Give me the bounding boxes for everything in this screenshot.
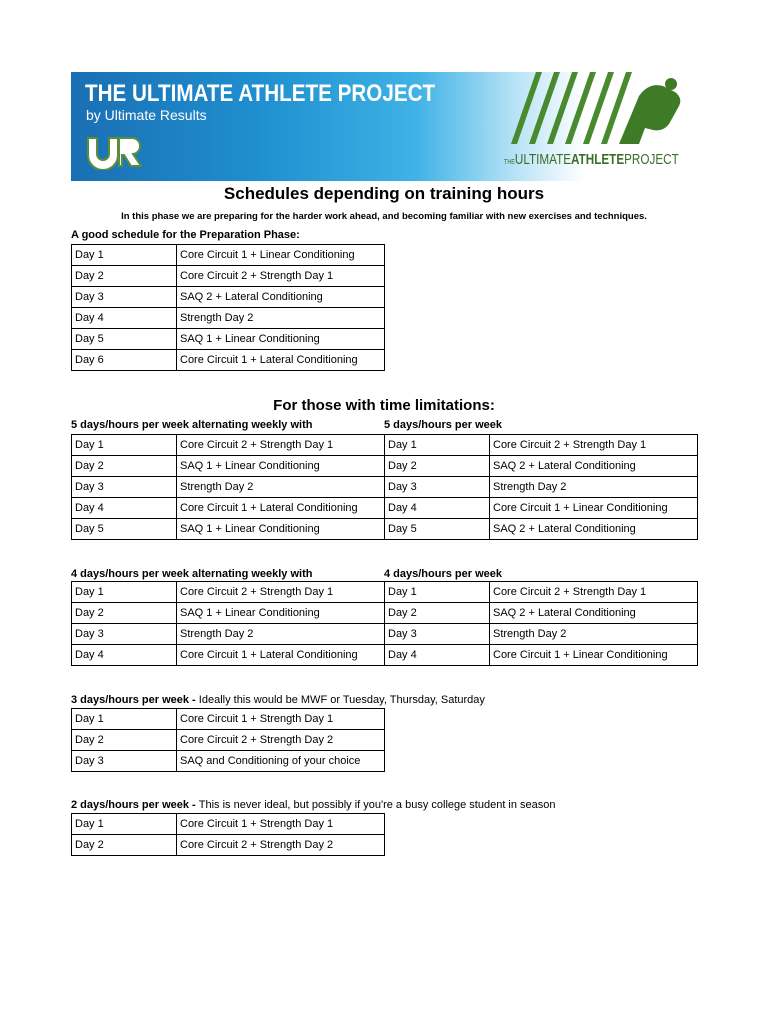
- table-row: [385, 498, 698, 519]
- day-cell: Day 1: [72, 245, 177, 266]
- table-row: [72, 603, 385, 624]
- banner-subtitle: by Ultimate Results: [86, 107, 207, 123]
- table-row: [385, 624, 698, 645]
- page-title: Schedules depending on training hours: [223, 184, 545, 203]
- day-cell: Day 1: [72, 435, 177, 456]
- activity-cell: Core Circuit 1 + Linear Conditioning: [490, 645, 698, 666]
- three-note: Ideally this would be MWF or Tuesday, Thursday, Saturday: [198, 694, 485, 706]
- activity-cell: Core Circuit 1 + Lateral Conditioning: [177, 645, 385, 666]
- activity-cell: Core Circuit 1 + Linear Conditioning: [490, 498, 698, 519]
- table-row: [72, 266, 385, 287]
- activity-cell: Strength Day 2: [490, 624, 698, 645]
- table-row: [72, 751, 385, 772]
- activity-cell: Core Circuit 1 + Linear Conditioning: [177, 245, 385, 266]
- day-cell: Day 4: [72, 498, 177, 519]
- activity-cell: Core Circuit 2 + Strength Day 2: [177, 730, 385, 751]
- activity-cell: Core Circuit 1 + Strength Day 1: [177, 709, 385, 730]
- four-a-table: [71, 581, 385, 666]
- three-label-bold: 3 days/hours per week -: [71, 694, 196, 706]
- activity-cell: SAQ 2 + Lateral Conditioning: [490, 603, 698, 624]
- day-cell: Day 3: [72, 477, 177, 498]
- day-cell: Day 1: [385, 435, 490, 456]
- four-a-label: 4 days/hours per week alternating weekly with: [71, 568, 313, 580]
- activity-cell: Strength Day 2: [177, 624, 385, 645]
- table-row: [72, 624, 385, 645]
- table-row: [72, 519, 385, 540]
- table-row: [385, 435, 698, 456]
- brand-prefix: THE: [504, 159, 515, 166]
- activity-cell: Core Circuit 2 + Strength Day 1: [177, 582, 385, 603]
- three-label: [71, 694, 485, 706]
- activity-cell: SAQ 2 + Lateral Conditioning: [490, 519, 698, 540]
- day-cell: Day 1: [385, 582, 490, 603]
- day-cell: Day 5: [72, 329, 177, 350]
- activity-cell: Strength Day 2: [490, 477, 698, 498]
- day-cell: Day 3: [72, 624, 177, 645]
- brand-project: PROJECT: [624, 151, 679, 168]
- activity-cell: Core Circuit 2 + Strength Day 1: [177, 435, 385, 456]
- day-cell: Day 5: [72, 519, 177, 540]
- five-a-label: 5 days/hours per week alternating weekly with: [71, 419, 313, 431]
- day-cell: Day 2: [72, 603, 177, 624]
- five-b-label: 5 days/hours per week: [384, 419, 502, 431]
- table-row: [72, 308, 385, 329]
- activity-cell: Strength Day 2: [177, 477, 385, 498]
- activity-cell: Core Circuit 1 + Strength Day 1: [177, 814, 385, 835]
- five-b-table: [384, 434, 698, 540]
- table-row: [385, 645, 698, 666]
- table-row: [385, 582, 698, 603]
- ur-logo-icon: [85, 134, 145, 170]
- table-row: [72, 477, 385, 498]
- table-row: [72, 245, 385, 266]
- day-cell: Day 1: [72, 582, 177, 603]
- prep-label: A good schedule for the Preparation Phase:: [71, 229, 300, 241]
- activity-cell: SAQ 2 + Lateral Conditioning: [177, 287, 385, 308]
- activity-cell: Strength Day 2: [177, 308, 385, 329]
- table-row: [385, 603, 698, 624]
- table-row: [72, 730, 385, 751]
- activity-cell: SAQ 1 + Linear Conditioning: [177, 519, 385, 540]
- day-cell: Day 3: [72, 751, 177, 772]
- five-a-table: [71, 434, 385, 540]
- day-cell: Day 4: [385, 498, 490, 519]
- limits-title: For those with time limitations:: [273, 397, 495, 414]
- table-row: [72, 582, 385, 603]
- brand-athlete: ATHLETE: [571, 151, 625, 168]
- day-cell: Day 1: [72, 814, 177, 835]
- two-table: [71, 813, 385, 856]
- table-row: [72, 287, 385, 308]
- day-cell: Day 6: [72, 350, 177, 371]
- activity-cell: SAQ and Conditioning of your choice: [177, 751, 385, 772]
- brand-wordmark: [504, 151, 679, 168]
- table-row: [385, 519, 698, 540]
- table-row: [72, 498, 385, 519]
- table-row: [72, 456, 385, 477]
- table-row: [385, 477, 698, 498]
- day-cell: Day 1: [72, 709, 177, 730]
- table-row: [72, 709, 385, 730]
- day-cell: Day 2: [72, 456, 177, 477]
- day-cell: Day 2: [72, 266, 177, 287]
- table-row: [385, 456, 698, 477]
- day-cell: Day 3: [72, 287, 177, 308]
- prep-table: [71, 244, 385, 371]
- table-row: [72, 645, 385, 666]
- activity-cell: SAQ 1 + Linear Conditioning: [177, 456, 385, 477]
- day-cell: Day 2: [385, 456, 490, 477]
- activity-cell: Core Circuit 2 + Strength Day 1: [490, 435, 698, 456]
- two-label-bold: 2 days/hours per week -: [71, 799, 196, 811]
- activity-cell: Core Circuit 2 + Strength Day 2: [177, 835, 385, 856]
- banner-title: THE ULTIMATE ATHLETE PROJECT: [85, 80, 436, 107]
- header-banner: [71, 72, 698, 181]
- day-cell: Day 4: [385, 645, 490, 666]
- day-cell: Day 4: [72, 645, 177, 666]
- intro-text: In this phase we are preparing for the harder work ahead, and becoming familiar with new exercises and techniques.: [121, 211, 647, 222]
- day-cell: Day 2: [72, 835, 177, 856]
- day-cell: Day 2: [385, 603, 490, 624]
- table-row: [72, 329, 385, 350]
- two-note: This is never ideal, but possibly if you're a busy college student in season: [198, 799, 556, 811]
- activity-cell: Core Circuit 2 + Strength Day 1: [490, 582, 698, 603]
- day-cell: Day 5: [385, 519, 490, 540]
- activity-cell: Core Circuit 1 + Lateral Conditioning: [177, 350, 385, 371]
- table-row: [72, 435, 385, 456]
- brand-ultimate: ULTIMATE: [514, 151, 572, 168]
- four-b-label: 4 days/hours per week: [384, 568, 502, 580]
- table-row: [72, 814, 385, 835]
- day-cell: Day 2: [72, 730, 177, 751]
- table-row: [72, 350, 385, 371]
- day-cell: Day 3: [385, 477, 490, 498]
- day-cell: Day 3: [385, 624, 490, 645]
- activity-cell: SAQ 1 + Linear Conditioning: [177, 329, 385, 350]
- table-row: [72, 835, 385, 856]
- four-b-table: [384, 581, 698, 666]
- three-table: [71, 708, 385, 772]
- day-cell: Day 4: [72, 308, 177, 329]
- activity-cell: SAQ 2 + Lateral Conditioning: [490, 456, 698, 477]
- activity-cell: Core Circuit 2 + Strength Day 1: [177, 266, 385, 287]
- two-label: [71, 799, 556, 811]
- activity-cell: SAQ 1 + Linear Conditioning: [177, 603, 385, 624]
- activity-cell: Core Circuit 1 + Lateral Conditioning: [177, 498, 385, 519]
